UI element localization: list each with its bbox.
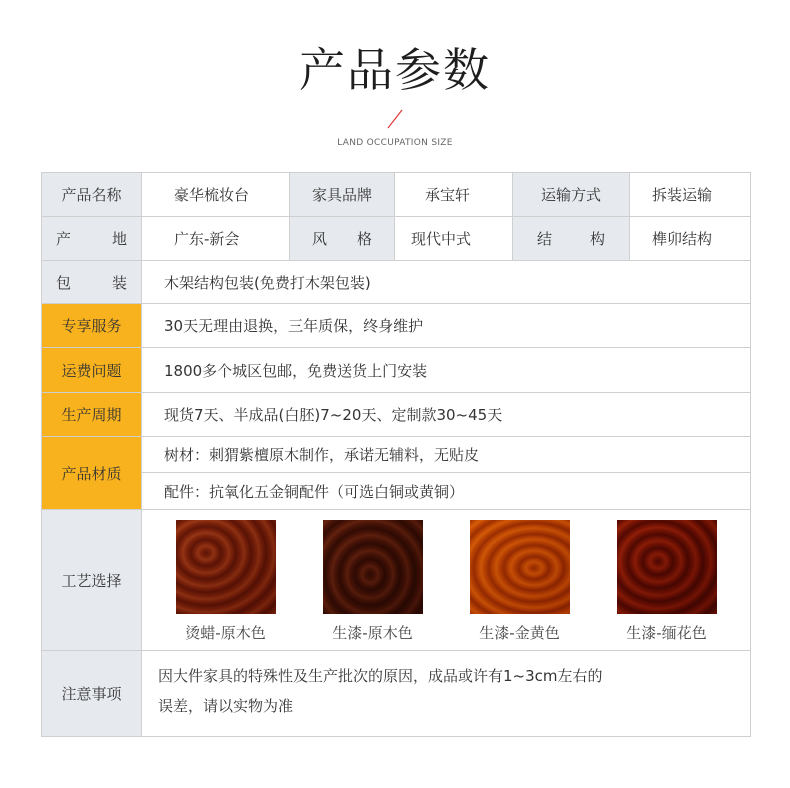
spec-row — [42, 261, 751, 304]
material-row — [42, 437, 751, 473]
label-char: 地 — [111, 230, 127, 248]
wood-swatch-image — [176, 520, 276, 614]
wood-option-caption: 生漆-原木色 — [332, 624, 413, 642]
label-char: 构 — [589, 230, 605, 248]
wood-swatch-image — [470, 520, 570, 614]
spec-value: 承宝轩 — [395, 173, 513, 217]
service-label: 专享服务 — [42, 304, 142, 348]
service-row — [42, 348, 751, 393]
wood-option-caption: 生漆-金黄色 — [479, 624, 560, 642]
material-row — [42, 473, 751, 510]
wood-option[interactable] — [612, 520, 722, 643]
material-line: 树材：刺猬紫檀原木制作，承诺无辅料，无贴皮 — [142, 437, 751, 473]
wood-option-caption: 生漆-缅花色 — [626, 624, 707, 642]
wood-option-caption: 烫蜡-原木色 — [185, 624, 266, 642]
service-row — [42, 393, 751, 437]
spec-label: 家具品牌 — [290, 173, 395, 217]
material-line: 配件：抗氧化五金铜配件（可选白铜或黄铜） — [142, 473, 751, 510]
label-char: 装 — [111, 273, 127, 292]
spec-label — [290, 217, 395, 261]
service-value: 现货7天、半成品(白胚)7~20天、定制款30~45天 — [142, 393, 751, 437]
craft-label: 工艺选择 — [42, 510, 142, 651]
material-label: 产品材质 — [42, 437, 142, 510]
craft-options — [142, 510, 751, 651]
label-char: 格 — [356, 230, 372, 248]
wood-swatch-image — [617, 520, 717, 614]
label-char: 包 — [56, 273, 72, 292]
wood-option[interactable] — [171, 520, 281, 643]
craft-row — [42, 510, 751, 651]
spec-value: 拆装运输 — [630, 173, 751, 217]
spec-value: 榫卯结构 — [630, 217, 751, 261]
service-label: 运费问题 — [42, 348, 142, 393]
label-char: 产 — [56, 230, 72, 248]
service-value: 30天无理由退换，三年质保，终身维护 — [142, 304, 751, 348]
spec-label — [513, 217, 630, 261]
service-row — [42, 304, 751, 348]
spec-value: 广东-新会 — [142, 217, 290, 261]
page-title: 产品参数 — [299, 43, 491, 97]
spec-value: 现代中式 — [395, 217, 513, 261]
spec-label — [42, 217, 142, 261]
spec-value: 木架结构包装(免费打木架包装) — [142, 261, 751, 304]
spec-table — [41, 172, 751, 737]
wood-option[interactable] — [465, 520, 575, 643]
wood-swatch-image — [323, 520, 423, 614]
wood-swatch-list — [142, 520, 750, 643]
notice-row — [42, 651, 751, 737]
decorative-slash — [386, 108, 404, 130]
spec-label: 产品名称 — [42, 173, 142, 217]
service-value: 1800多个城区包邮，免费送货上门安装 — [142, 348, 751, 393]
spec-label — [42, 261, 142, 304]
service-label: 生产周期 — [42, 393, 142, 437]
spec-value: 豪华梳妆台 — [142, 173, 290, 217]
notice-text — [142, 651, 751, 737]
page-subtitle: LAND OCCUPATION SIZE — [337, 138, 453, 148]
wood-option[interactable] — [318, 520, 428, 643]
spec-row — [42, 217, 751, 261]
notice-label: 注意事项 — [42, 651, 142, 737]
notice-line: 误差，请以实物为准 — [158, 697, 294, 715]
label-char: 结 — [537, 230, 553, 248]
notice-line: 因大件家具的特殊性及生产批次的原因，成品或许有1~3cm左右的 — [158, 667, 603, 685]
label-char: 风 — [312, 230, 328, 248]
spec-row — [42, 173, 751, 217]
spec-label: 运输方式 — [513, 173, 630, 217]
